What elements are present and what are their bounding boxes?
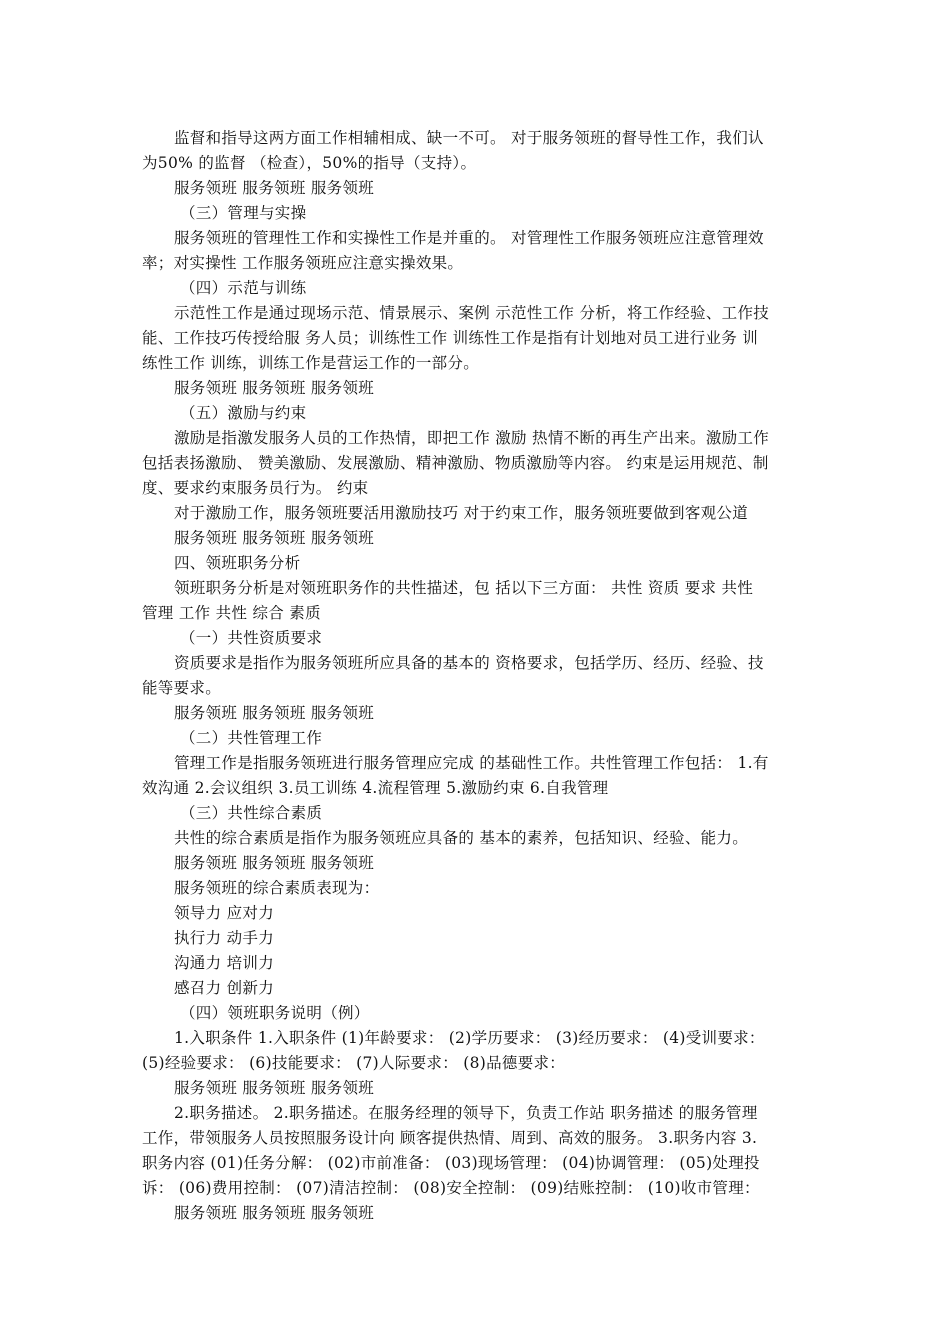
- text-line: 能等要求。: [142, 679, 222, 697]
- text-line: 能、工作技巧传授给服 务人员；训练性工作 训练性工作是指有计划地对员工进行业务 训: [142, 329, 759, 347]
- text-line: 领导力 应对力: [174, 904, 275, 922]
- text-line: 管理工作是指服务领班进行服务管理应完成 的基础性工作。共性管理工作包括： 1.有: [174, 754, 769, 772]
- text-line: 激励是指激发服务人员的工作热情，即把工作 激励 热情不断的再生产出来。激励工作: [174, 429, 770, 447]
- text-line: 服务领班 服务领班 服务领班: [174, 1079, 375, 1097]
- text-line: 2.职务描述。 2.职务描述。在服务经理的领导下，负责工作站 职务描述 的服务管理: [174, 1104, 758, 1122]
- text-line: 1.入职条件 1.入职条件 (1)年龄要求： (2)学历要求： (3)经历要求： (4)受训要求：: [174, 1029, 765, 1047]
- text-line: 沟通力 培训力: [174, 954, 275, 972]
- text-line: 示范性工作是通过现场示范、情景展示、案例 示范性工作 分析，将工作经验、工作技: [174, 304, 770, 322]
- text-line: 对于激励工作，服务领班要活用激励技巧 对于约束工作，服务领班要做到客观公道: [174, 504, 749, 522]
- text-line: 包括表扬激励、 赞美激励、发展激励、精神激励、物质激励等内容。 约束是运用规范、制: [142, 454, 769, 472]
- text-line: 共性的综合素质是指作为服务领班应具备的 基本的素养，包括知识、经验、能力。: [174, 829, 749, 847]
- text-line: (5)经验要求： (6)技能要求： (7)人际要求： (8)品德要求：: [142, 1054, 566, 1072]
- text-line: 服务领班 服务领班 服务领班: [174, 1204, 375, 1222]
- text-line: （四）示范与训练: [180, 279, 307, 297]
- text-line: 执行力 动手力: [174, 929, 275, 947]
- text-line: 感召力 创新力: [174, 979, 275, 997]
- text-line: （二）共性管理工作: [180, 729, 323, 747]
- text-line: 服务领班的管理性工作和实操性工作是并重的。 对管理性工作服务领班应注意管理效: [174, 229, 764, 247]
- text-line: 练性工作 训练，训练工作是营运工作的一部分。: [142, 354, 480, 372]
- text-line: 服务领班 服务领班 服务领班: [174, 179, 375, 197]
- text-line: 率；对实操性 工作服务领班应注意实操效果。: [142, 254, 464, 272]
- text-line: 效沟通 2.会议组织 3.员工训练 4.流程管理 5.激励约束 6.自我管理: [142, 779, 609, 797]
- text-line: 为50% 的监督 （检查），50%的指导（支持）。: [142, 154, 477, 172]
- text-line: 监督和指导这两方面工作相辅相成、缺一不可。 对于服务领班的督导性工作，我们认: [174, 129, 764, 147]
- text-line: 资质要求是指作为服务领班所应具备的基本的 资格要求，包括学历、经历、经验、技: [174, 654, 764, 672]
- text-line: 职务内容 (01)任务分解： (02)市前准备： (03)现场管理： (04)协调管理： (05)处理投: [142, 1154, 760, 1172]
- text-line: 度、要求约束服务员行为。 约束: [142, 479, 369, 497]
- text-line: 领班职务分析是对领班职务作的共性描述，包 括以下三方面： 共性 资质 要求 共性: [174, 579, 754, 597]
- text-line: 诉： (06)费用控制： (07)清洁控制： (08)安全控制： (09)结账控制： (10)收市管理：: [142, 1179, 760, 1197]
- text-line: （四）领班职务说明（例）: [180, 1004, 370, 1022]
- text-line: （三）共性综合素质: [180, 804, 323, 822]
- text-line: 服务领班的综合素质表现为：: [174, 879, 380, 897]
- text-line: 服务领班 服务领班 服务领班: [174, 854, 375, 872]
- text-line: （五）激励与约束: [180, 404, 307, 422]
- text-line: 四、领班职务分析: [174, 554, 301, 572]
- text-line: 服务领班 服务领班 服务领班: [174, 529, 375, 547]
- text-line: 服务领班 服务领班 服务领班: [174, 704, 375, 722]
- text-line: 服务领班 服务领班 服务领班: [174, 379, 375, 397]
- document-body: [142, 126, 812, 1226]
- text-line: （三）管理与实操: [180, 204, 307, 222]
- text-line: 工作，带领服务人员按照服务设计向 顾客提供热情、周到、高效的服务。 3.职务内容 3.: [142, 1129, 758, 1147]
- text-line: 管理 工作 共性 综合 素质: [142, 604, 321, 622]
- text-line: （一）共性资质要求: [180, 629, 323, 647]
